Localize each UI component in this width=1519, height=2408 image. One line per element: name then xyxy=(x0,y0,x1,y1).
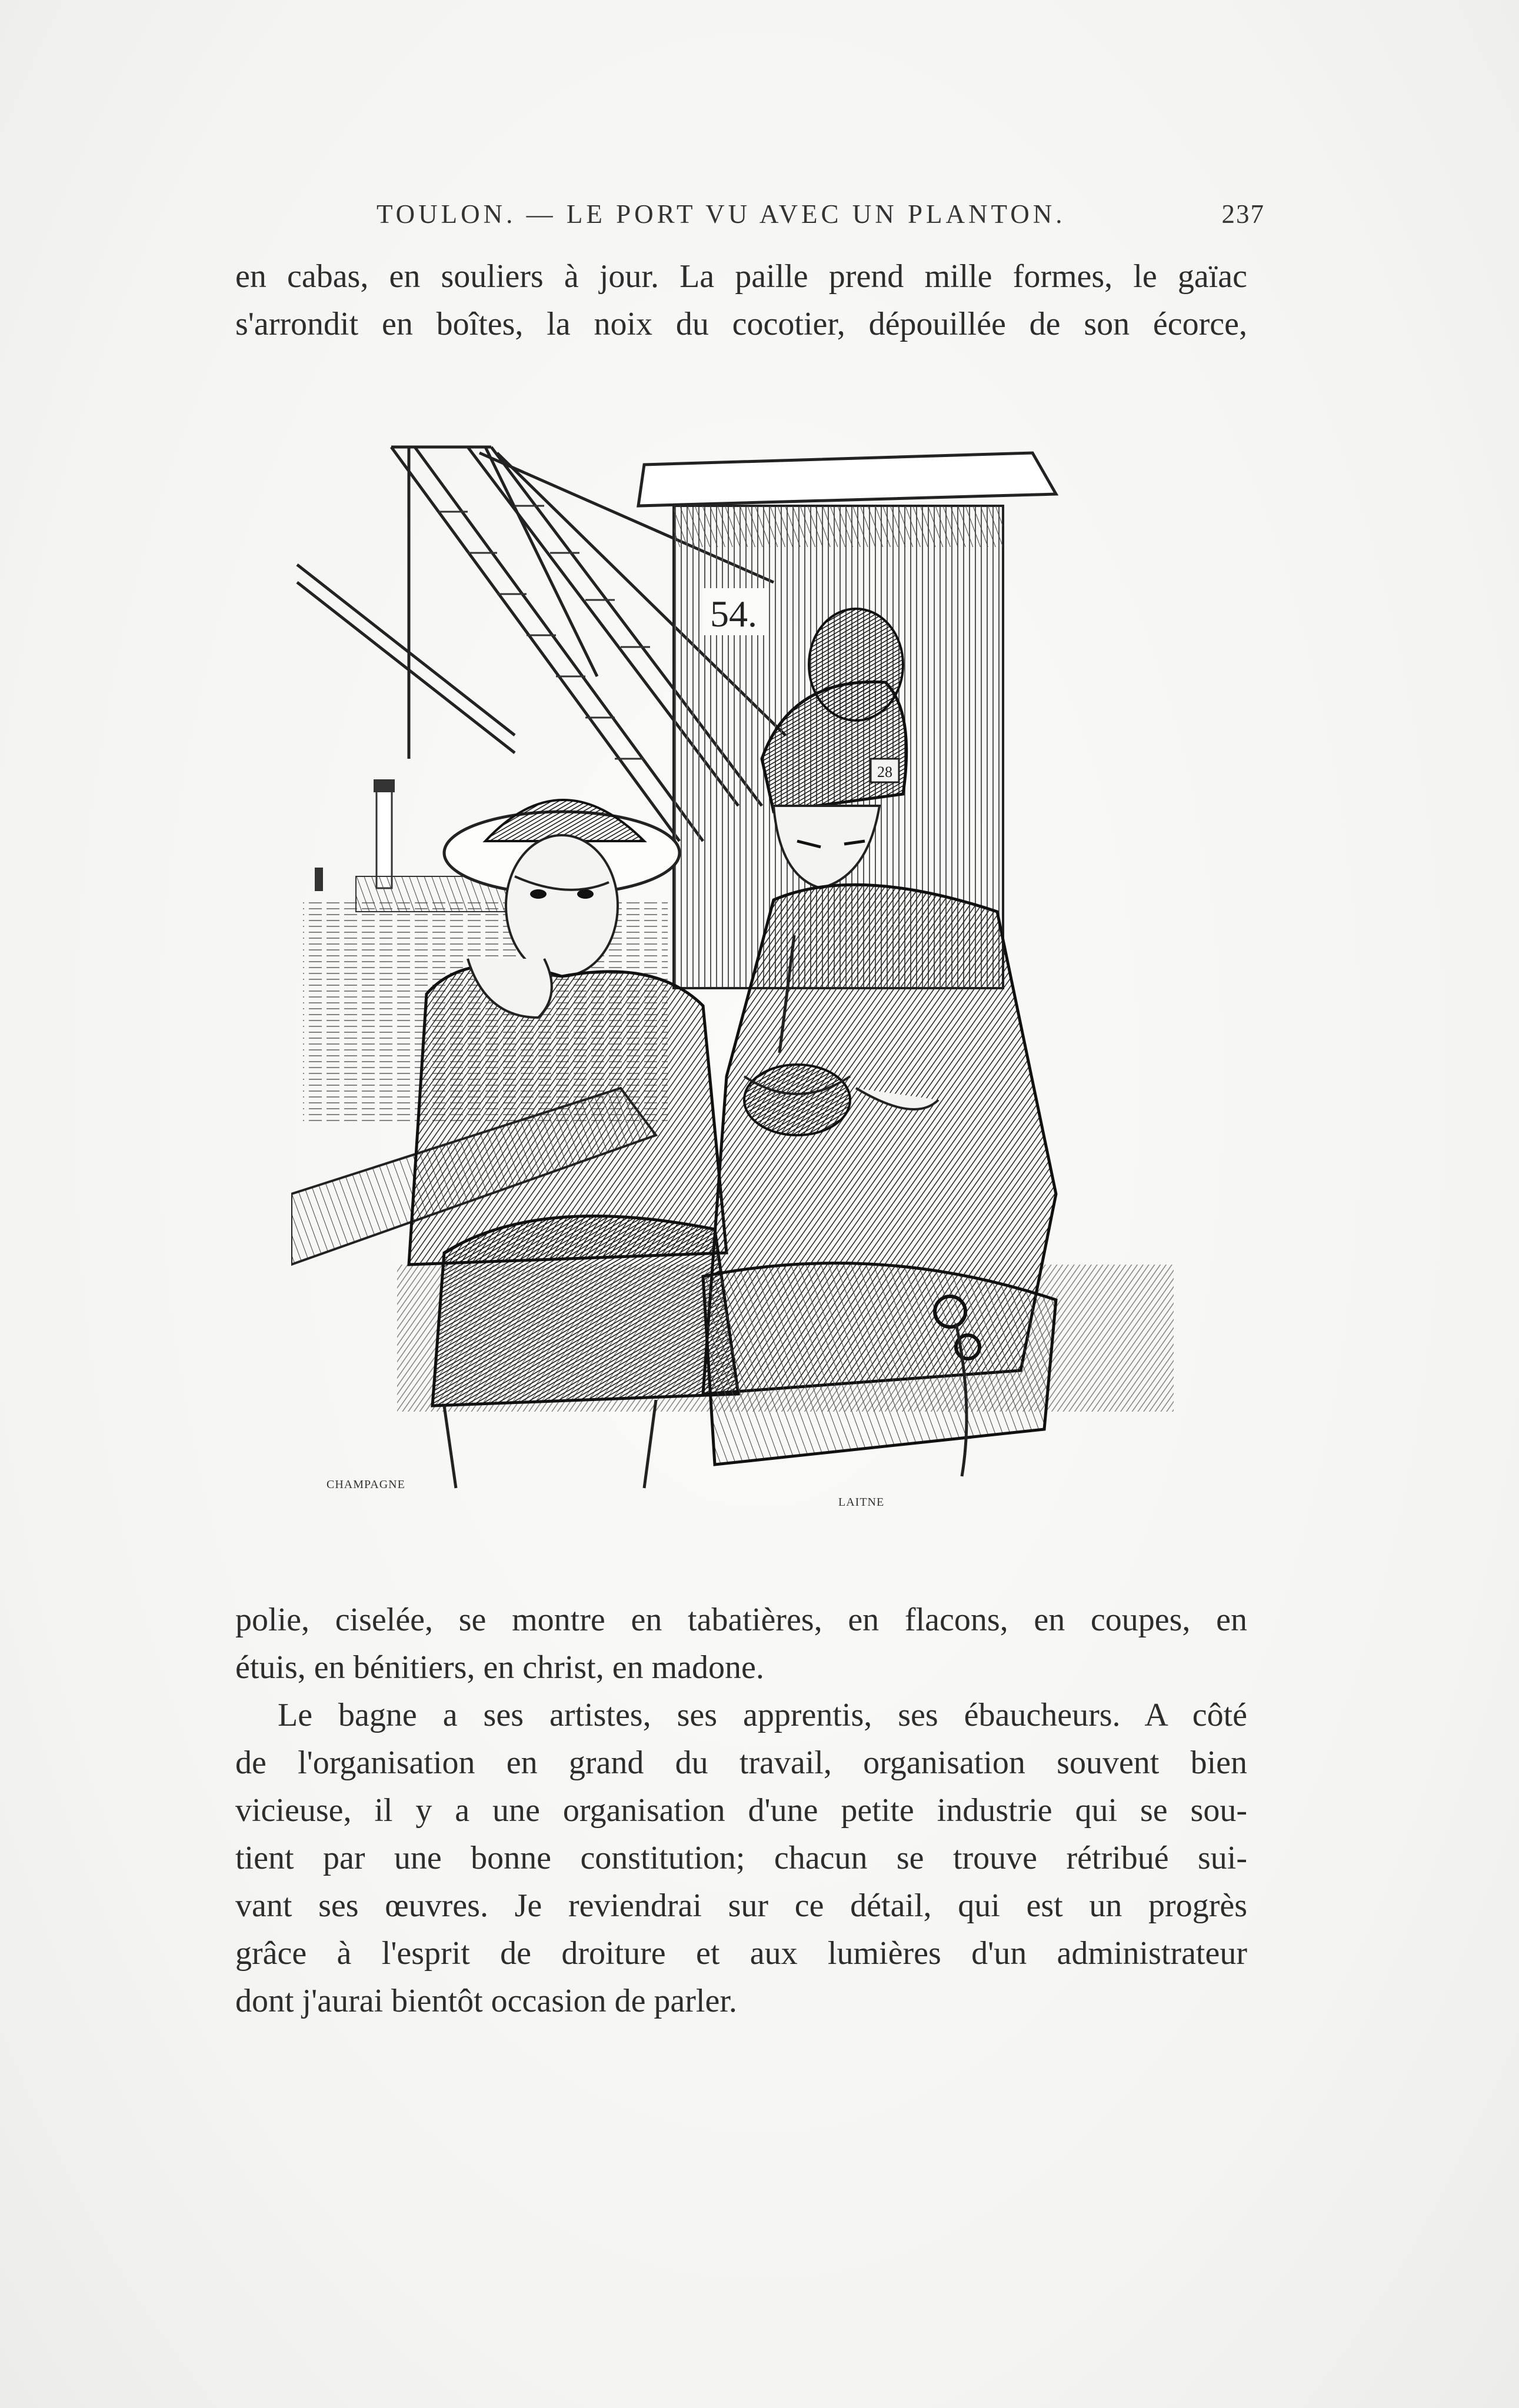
engraver-signature-right: LAITNE xyxy=(838,1496,885,1509)
text-line: s'arrondit en boîtes, la noix du cocotier, dépouillée de son écorce, xyxy=(235,306,1247,342)
text-line: Le bagne a ses artistes, ses apprentis, ses ébaucheurs. A côté xyxy=(278,1697,1247,1733)
cap-badge: 28 xyxy=(877,763,892,781)
running-header xyxy=(377,199,1265,234)
paragraph-top xyxy=(235,253,1247,348)
engraving-illustration xyxy=(291,429,1185,1512)
running-title: TOULON. — LE PORT VU AVEC UN PLANTON. xyxy=(377,199,1066,229)
engraving-drawing xyxy=(291,429,1185,1512)
text-line: polie, ciselée, se montre en tabatières, en flacons, en coupes, en xyxy=(235,1602,1247,1638)
page-number: 237 xyxy=(1221,199,1265,229)
text-line: vant ses œuvres. Je reviendrai sur ce détail, qui est un progrès xyxy=(235,1887,1247,1924)
text-line: grâce à l'esprit de droiture et aux lumières d'un administrateur xyxy=(235,1935,1247,1972)
text-line: en cabas, en souliers à jour. La paille prend mille formes, le gaïac xyxy=(235,258,1247,295)
text-line: tient par une bonne constitution; chacun se trouve rétribué sui- xyxy=(235,1840,1247,1876)
text-line: vicieuse, il y a une organisation d'une petite industrie qui se sou- xyxy=(235,1792,1247,1829)
paragraph-bottom xyxy=(235,1596,1247,2025)
text-line: étuis, en bénitiers, en christ, en madone. xyxy=(235,1649,764,1686)
crane-rungs xyxy=(438,506,650,759)
hut-number: 54. xyxy=(710,593,757,635)
text-line: dont j'aurai bientôt occasion de parler. xyxy=(235,1983,737,2019)
text-line: de l'organisation en grand du travail, organisation souvent bien xyxy=(235,1745,1247,1781)
engraver-signature-left: CHAMPAGNE xyxy=(327,1478,405,1491)
